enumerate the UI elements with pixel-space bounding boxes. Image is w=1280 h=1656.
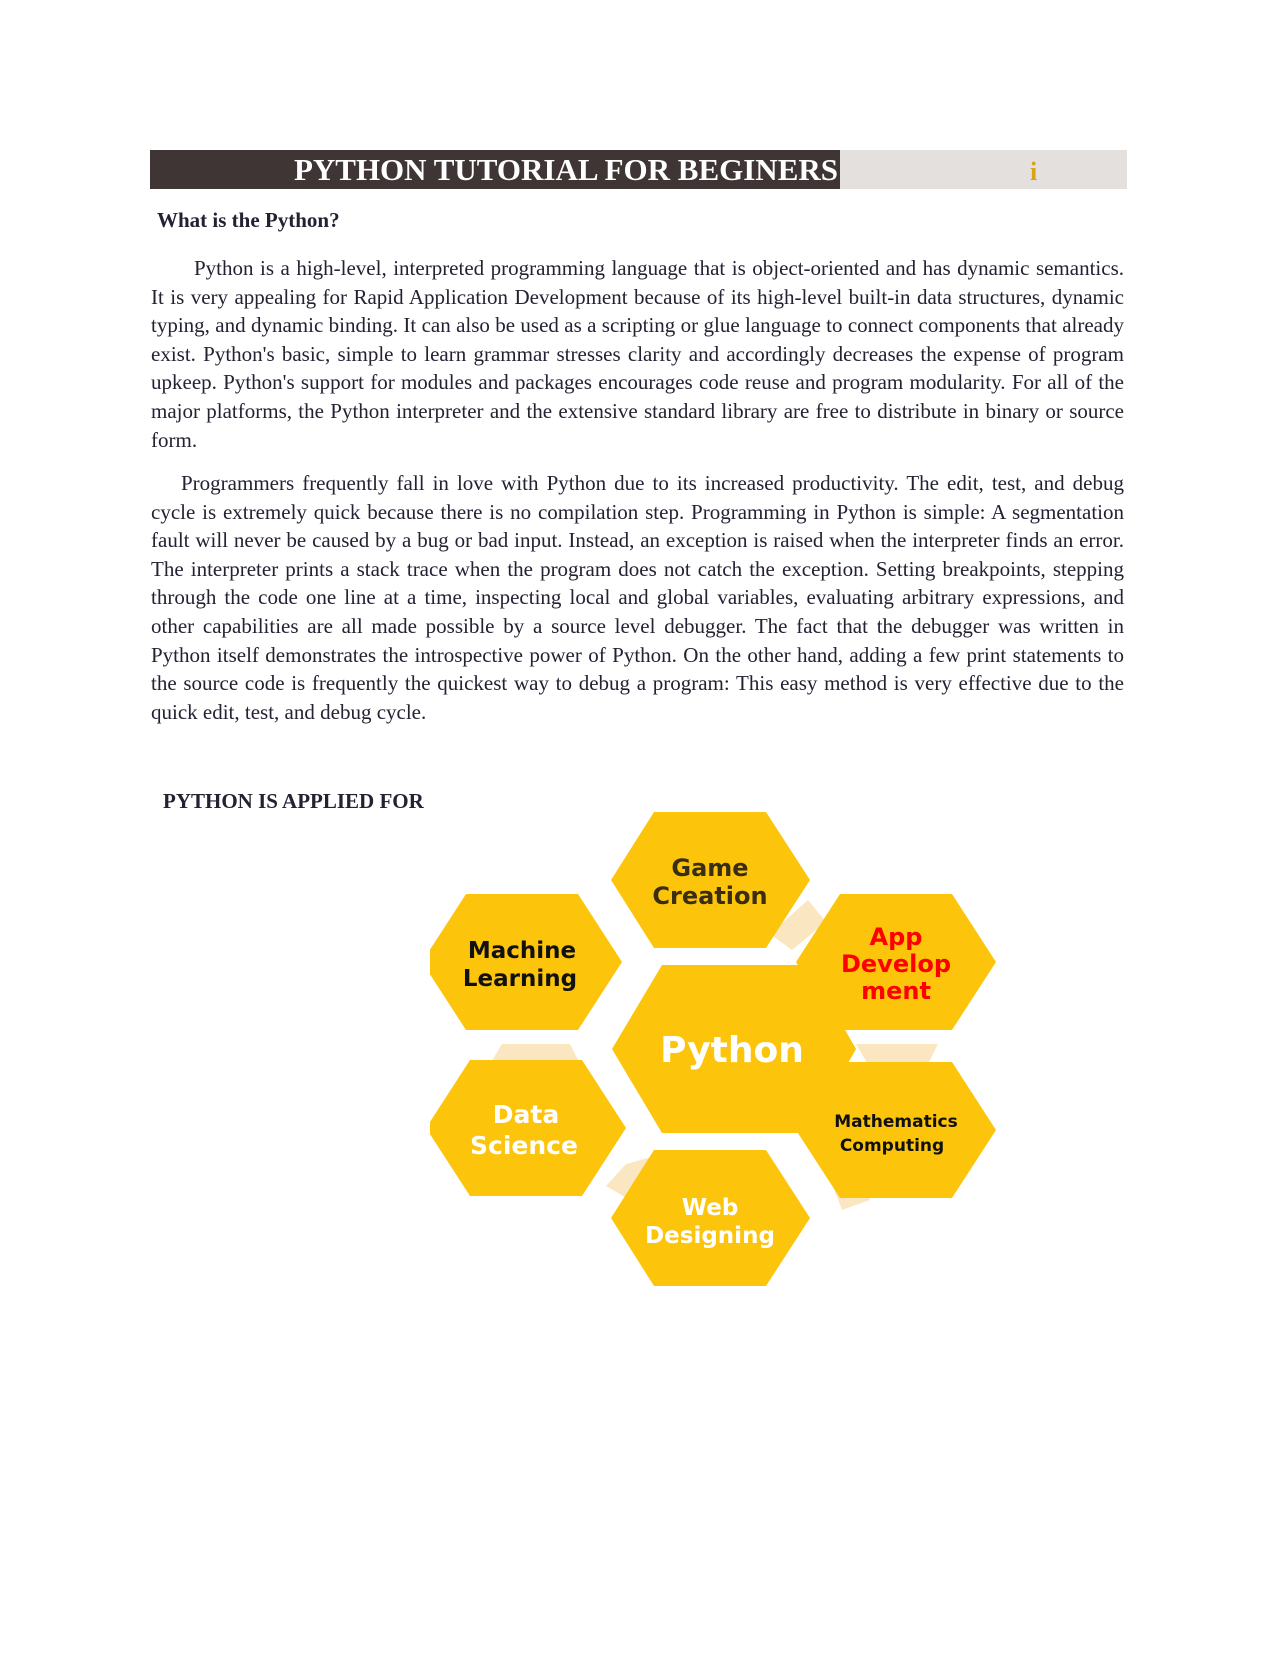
label-math-line2: Computing [839,1136,945,1156]
label-web-line2: Designing [645,1223,775,1249]
title-banner [150,150,1127,189]
label-game-line2: Creation [652,882,768,910]
section-heading-what-is-python: What is the Python? [157,208,340,232]
label-web-line1: Web [681,1195,739,1221]
label-app-line1: App [869,923,923,951]
label-python-center: Python [660,1030,804,1071]
section-heading-applied-for: PYTHON IS APPLIED FOR [163,789,424,813]
label-app-line2: Develop [840,950,952,978]
label-game-line1: Game [671,854,749,882]
label-data-line1: Data [492,1100,560,1129]
label-math-line1: Mathematics [834,1112,958,1132]
label-ml-line2: Learning [462,966,578,992]
label-ml-line1: Machine [467,938,577,964]
python-uses-diagram [430,812,1070,1312]
paragraph-productivity: Programmers frequently fall in love with Python due to its increased productivity. The edit, test, and debug cycle is extremely quick because there is no compilation step. Programming in Python is simple: A segmentation fault will never be caused by a bug or bad input. Instead, an exception is raised when the interpreter finds an error. The interpreter prints a stack trace when the program does not catch the exception. Setting breakpoints, stepping through the code one line at a time, inspecting local and global variables, evaluating arbitrary expressions, and other capabilities are all made possible by a source level debugger. The fact that the debugger was written in Python itself demonstrates the introspective power of Python. On the other hand, adding a few print statements to the source code is frequently the quickest way to debug a program: This easy method is very effective due to the quick edit, test, and debug cycle. [151,471,1124,724]
label-app-line3: ment [861,977,931,1005]
title-mark: i [1030,157,1038,186]
page-title: PYTHON TUTORIAL FOR BEGINERS [293,152,838,187]
label-data-line2: Science [470,1131,578,1160]
paragraph-intro: Python is a high-level, interpreted programming language that is object-oriented and has dynamic semantics. It is very appealing for Rapid Application Development because of its high-level built-in data structures, dynamic typing, and dynamic binding. It can also be used as a scripting or glue language to connect components that already exist. Python's basic, simple to learn grammar stresses clarity and accordingly decreases the expense of program upkeep. Python's support for modules and packages encourages code reuse and program modularity. For all of the major platforms, the Python interpreter and the extensive standard library are free to distribute in binary or source form. [151,256,1124,452]
